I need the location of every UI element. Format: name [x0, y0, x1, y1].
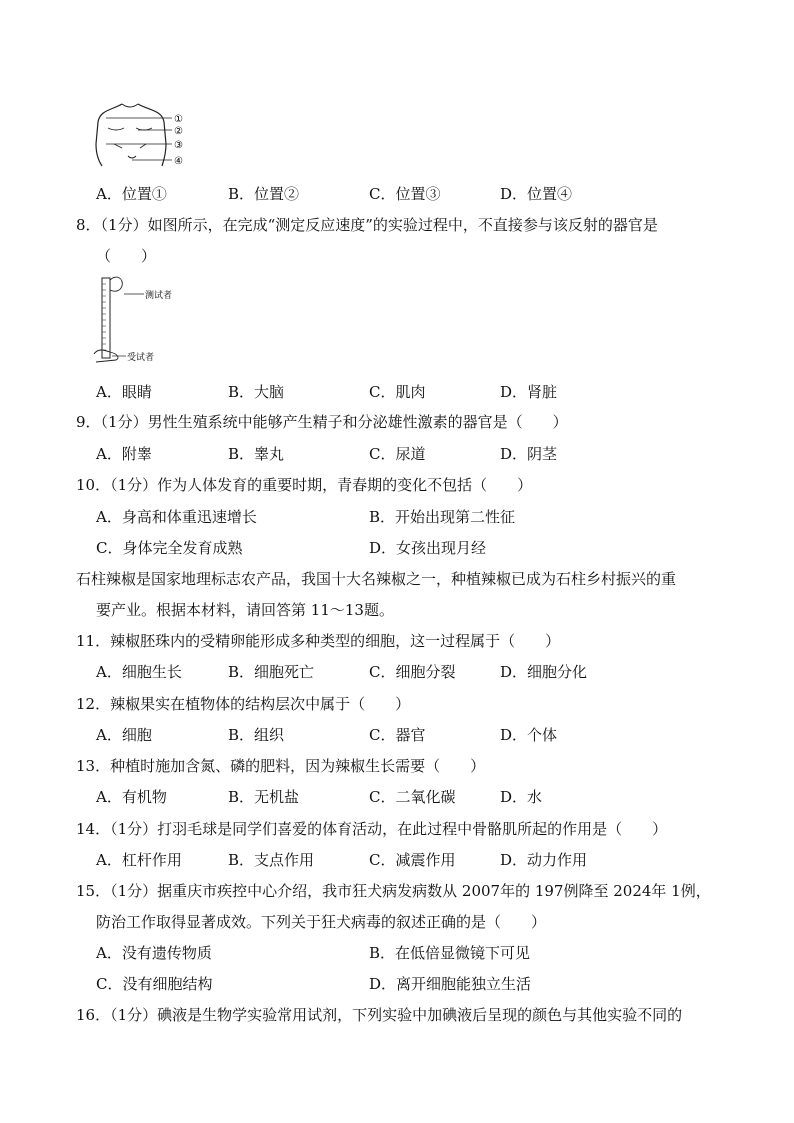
q9-option-c[interactable]: C．尿道	[369, 445, 426, 463]
q10-option-c[interactable]: C．身体完全发育成熟	[96, 539, 243, 557]
q8-option-d[interactable]: D．肾脏	[500, 383, 558, 401]
q12-option-c[interactable]: C．器官	[369, 726, 426, 744]
q11-option-d[interactable]: D．细胞分化	[500, 663, 588, 681]
subject-label: 受试者	[127, 353, 155, 363]
ruler-diagram	[90, 272, 200, 368]
torso-diagram	[92, 100, 192, 172]
q7-option-a[interactable]: A．位置①	[96, 185, 167, 203]
q13-stem: 13．种植时施加含氮、磷的肥料，因为辣椒生长需要（ ）	[76, 757, 486, 775]
q11-option-c[interactable]: C．细胞分裂	[369, 663, 456, 681]
q13-option-b[interactable]: B．无机盐	[228, 788, 300, 806]
q12-option-b[interactable]: B．组织	[228, 726, 285, 744]
q9-option-d[interactable]: D．阴茎	[500, 445, 558, 463]
q8-stem-line1: 8．（1分）如图所示，在完成“测定反应速度”的实验过程中，不直接参与该反射的器官是	[76, 216, 658, 234]
q12-option-d[interactable]: D．个体	[500, 726, 558, 744]
q14-option-c[interactable]: C．减震作用	[369, 851, 456, 869]
q15-option-d[interactable]: D．离开细胞能独立生活	[369, 975, 532, 993]
q15-option-a[interactable]: A．没有遗传物质	[96, 944, 212, 962]
q14-option-a[interactable]: A．杠杆作用	[96, 851, 182, 869]
q15-option-b[interactable]: B．在低倍显微镜下可见	[369, 944, 531, 962]
q10-option-d[interactable]: D．女孩出现月经	[369, 539, 487, 557]
q7-option-b[interactable]: B．位置②	[228, 185, 300, 203]
q12-stem: 12．辣椒果实在植物体的结构层次中属于（ ）	[76, 695, 411, 713]
q13-option-c[interactable]: C．二氧化碳	[369, 788, 456, 806]
q16-stem-line1: 16．（1分）碘液是生物学实验常用试剂，下列实验中加碘液后呈现的颜色与其他实验不同的	[76, 1006, 683, 1024]
q7-option-d[interactable]: D．位置④	[500, 185, 573, 203]
q14-stem: 14．（1分）打羽毛球是同学们喜爱的体育活动，在此过程中骨骼肌所起的作用是（ ）	[76, 820, 668, 838]
q11-option-a[interactable]: A．细胞生长	[96, 663, 182, 681]
q9-option-b[interactable]: B．睾丸	[228, 445, 285, 463]
q8-option-c[interactable]: C．肌肉	[369, 383, 426, 401]
passage-line2: 要产业。根据本材料，请回答第 11～13题。	[96, 601, 394, 619]
q13-option-a[interactable]: A．有机物	[96, 788, 167, 806]
q11-option-b[interactable]: B．细胞死亡	[228, 663, 315, 681]
q10-option-b[interactable]: B．开始出现第二性征	[369, 508, 516, 526]
q10-option-a[interactable]: A．身高和体重迅速增长	[96, 508, 257, 526]
fig1-label-1: ①	[174, 114, 183, 125]
q12-option-a[interactable]: A．细胞	[96, 726, 152, 744]
fig1-label-4: ④	[174, 156, 183, 167]
q13-option-d[interactable]: D．水	[500, 788, 543, 806]
q8-option-a[interactable]: A．眼睛	[96, 383, 152, 401]
q9-option-a[interactable]: A．附睾	[96, 445, 152, 463]
q14-option-d[interactable]: D．动力作用	[500, 851, 588, 869]
q15-stem-line2: 防治工作取得显著成效。下列关于狂犬病毒的叙述正确的是（ ）	[96, 913, 547, 931]
fig1-label-3: ③	[174, 140, 183, 151]
fig1-label-2: ②	[174, 126, 183, 137]
passage-line1: 石柱辣椒是国家地理标志农产品，我国十大名辣椒之一，种植辣椒已成为石柱乡村振兴的重	[76, 570, 677, 588]
q8-stem-line2: （ ）	[96, 247, 157, 265]
q10-stem: 10．（1分）作为人体发育的重要时期，青春期的变化不包括（ ）	[76, 476, 533, 494]
q15-stem-line1: 15．（1分）据重庆市疾控中心介绍，我市狂犬病发病数从 2007年的 197例降至 2024年 1例，	[76, 882, 711, 900]
q7-option-c[interactable]: C．位置③	[369, 185, 441, 203]
q9-stem: 9．（1分）男性生殖系统中能够产生精子和分泌雄性激素的器官是（ ）	[76, 413, 568, 431]
q15-option-c[interactable]: C．没有细胞结构	[96, 975, 213, 993]
q11-stem: 11．辣椒胚珠内的受精卵能形成多种类型的细胞，这一过程属于（ ）	[76, 632, 561, 650]
q8-option-b[interactable]: B．大脑	[228, 383, 285, 401]
q14-option-b[interactable]: B．支点作用	[228, 851, 315, 869]
tester-label: 测试者	[145, 291, 173, 301]
